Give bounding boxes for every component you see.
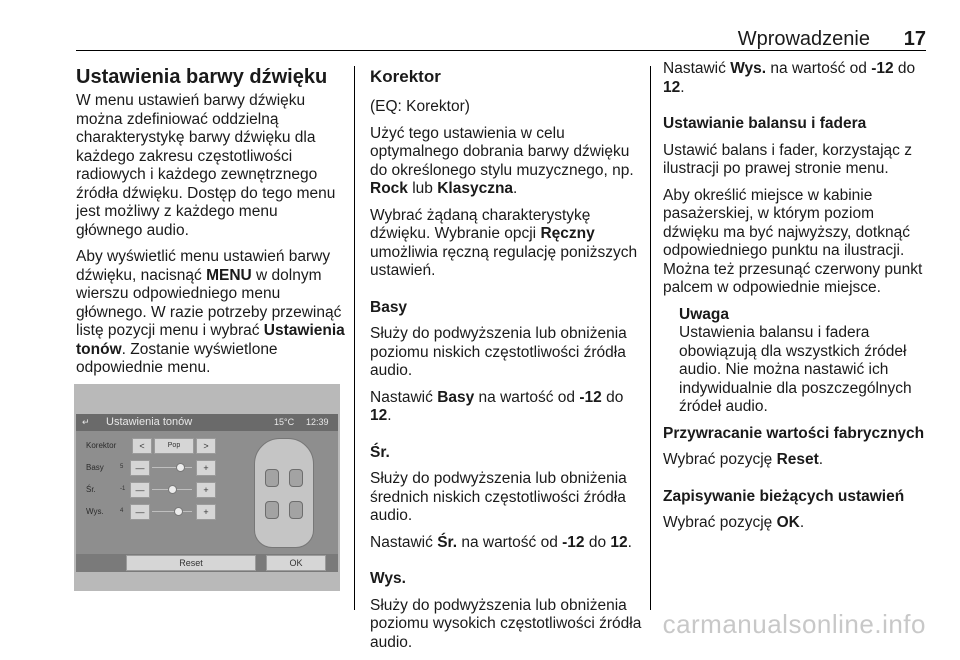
column-divider-1 [354,66,355,610]
header-rule [76,50,926,51]
note-box [663,306,931,417]
column-2 [370,60,644,660]
page-header [76,26,926,50]
text: na wartość od [766,60,872,77]
sr-plus-button[interactable]: + [196,482,216,498]
sr-slider-knob[interactable] [168,485,177,494]
text: . [627,533,632,551]
paragraph [663,514,931,533]
next-button[interactable]: > [196,438,216,454]
spacer [663,478,931,488]
text: do [584,533,611,551]
subheading: Przywracanie wartości fabrycznych [663,424,925,442]
paragraph: Służy do podwyższenia lub obniżenia poziomu wysokich częstotliwości źródła audio. [370,596,642,651]
wys-value: 4 [120,508,124,514]
note-text: Ustawienia balansu i fadera obowiązują dla wszystkich źródeł audio. Nie można nastawić ich indywidualnie dla poszczególnych źródeł audio. [679,324,912,415]
wys-minus-button[interactable]: — [130,504,150,520]
text: w dolnym wierszu odpowiedniego menu głównego. W razie potrzeby przewinąć listę pozycji menu i wybrać [76,266,342,339]
row-label-wys: Wys. [86,507,104,516]
section-heading: Korektor [370,67,441,86]
column-divider-2 [650,66,651,610]
paragraph [76,248,346,378]
text: . [387,407,392,424]
text: na wartość od [457,533,563,551]
spacer [663,105,931,115]
screen-title: Ustawienia tonów [106,416,193,428]
reset-button[interactable]: Reset [126,555,256,571]
keyword: Ręczny [540,225,595,242]
text: do [893,60,916,77]
text: Nastawić [370,533,438,551]
text: Nastawić [370,388,438,406]
ok-button[interactable]: OK [266,555,326,571]
note-heading: Uwaga [679,305,729,323]
keyword: 12 [370,407,388,424]
paragraph [370,389,644,426]
screen-title-bar [76,414,338,431]
subheading: Ustawianie balansu i fadera [663,115,867,132]
text: Wybrać żądaną charakterystykę dźwięku. Wybranie opcji [370,206,591,242]
basy-slider-track[interactable] [152,467,192,468]
subheading: Śr. [370,443,390,461]
text: Aby wyświetlić menu ustawień barwy dźwięku, nacisnąć [76,248,331,284]
paragraph: Aby określić miejsce w kabinie pasażerskiej, w którym poziom dźwięku ma być najwyższy, dotknąć odpowiedniego punktu na ilustracji. Można też przesunąć czerwony punkt palcem w odpowiednie miejsce. [663,186,923,296]
clock: 12:39 [306,417,329,427]
paragraph: Ustawić balans i fader, korzystając z ilustracji po prawej stronie menu. [663,141,912,177]
basy-minus-button[interactable]: — [130,460,150,476]
text: Nastawić [663,60,731,77]
menu-item-keyword: Ustawienia tonów [76,322,345,358]
paragraph: W menu ustawień barwy dźwięku można zdefiniować oddzielną charakterystykę barwy dźwięku dla każdego zakresu częstotliwości radiowych i każdego zewnętrznego źródła dźwięku. Dostęp do tego menu jest możliwy z każdego menu głównego audio. [76,92,336,239]
paragraph: Służy do podwyższenia lub obniżenia poziomu niskich częstotliwości źródła audio. [370,325,627,379]
paragraph [663,451,931,470]
spacer [370,560,644,570]
seat-icon [265,501,279,519]
keyword: Basy [437,388,475,406]
keyword: Śr. [437,533,458,551]
keyword: Wys. [730,60,767,77]
keyword: -12 [871,60,894,77]
paragraph [370,207,644,281]
header-title: Wprowadzenie [737,28,870,50]
keyword: 12 [610,533,628,551]
text: Wybrać pozycję [663,451,777,468]
watermark: carmanualsonline.info [662,609,926,639]
sr-minus-button[interactable]: — [130,482,150,498]
paragraph [370,125,644,199]
basy-value: 5 [120,464,124,470]
paragraph: Służy do podwyższenia lub obniżenia średnich niskich częstotliwości źródła audio. [370,470,627,524]
basy-plus-button[interactable]: + [196,460,216,476]
page-number: 17 [903,28,926,50]
section-heading: Ustawienia barwy dźwięku [76,66,328,88]
subheading: Zapisywanie bieżących ustawień [663,487,905,505]
wys-slider-knob[interactable] [174,507,183,516]
row-label-basy: Basy [86,463,104,472]
text: . [680,78,685,96]
text: Użyć tego ustawienia w celu optymalnego dobrania barwy dźwięku do określonego stylu muzycznego, np. [370,124,634,179]
column-3 [663,60,931,541]
seat-icon [289,501,303,519]
keyword: -12 [579,388,602,406]
subheading: Wys. [370,570,406,587]
paragraph [663,60,931,97]
keyword: 12 [663,78,681,96]
tone-settings-screen [76,414,338,572]
wys-slider-track[interactable] [152,511,192,512]
paragraph [370,534,644,553]
text: na wartość od [474,388,580,406]
basy-slider-knob[interactable] [176,463,185,472]
subheading: Basy [370,298,408,316]
back-arrow-icon[interactable]: ↵ [82,417,90,427]
text: umożliwia ręczną regulację poniższych ustawień. [370,243,638,279]
prev-button[interactable]: < [132,438,152,454]
text: lub [407,180,438,197]
row-label-sr: Śr. [86,485,96,494]
menu-keyword: MENU [206,266,252,284]
car-balance-fader-illustration[interactable] [254,438,314,548]
seat-icon [265,469,279,487]
spacer [370,289,644,299]
paragraph: (EQ: Korektor) [370,98,470,115]
keyword: -12 [562,533,585,551]
column-1 [76,60,346,386]
text: . [799,514,805,531]
spacer [370,434,644,444]
text: do [601,388,624,406]
text: . [513,180,518,197]
text: Wybrać pozycję [663,514,777,531]
text: . Zostanie wyświetlone odpowiednie menu. [76,340,278,376]
temperature: 15°C [274,417,295,427]
sr-value: -1 [120,486,126,492]
row-label-korektor: Korektor [86,441,117,450]
keyword: Reset [776,451,819,468]
screen-illustration [74,384,340,591]
wys-plus-button[interactable]: + [196,504,216,520]
seat-icon [289,469,303,487]
keyword: Klasyczna [437,180,514,197]
keyword: OK [776,514,800,531]
preset-value: Pop [154,438,194,454]
keyword: Rock [370,180,408,197]
text: . [818,451,824,468]
